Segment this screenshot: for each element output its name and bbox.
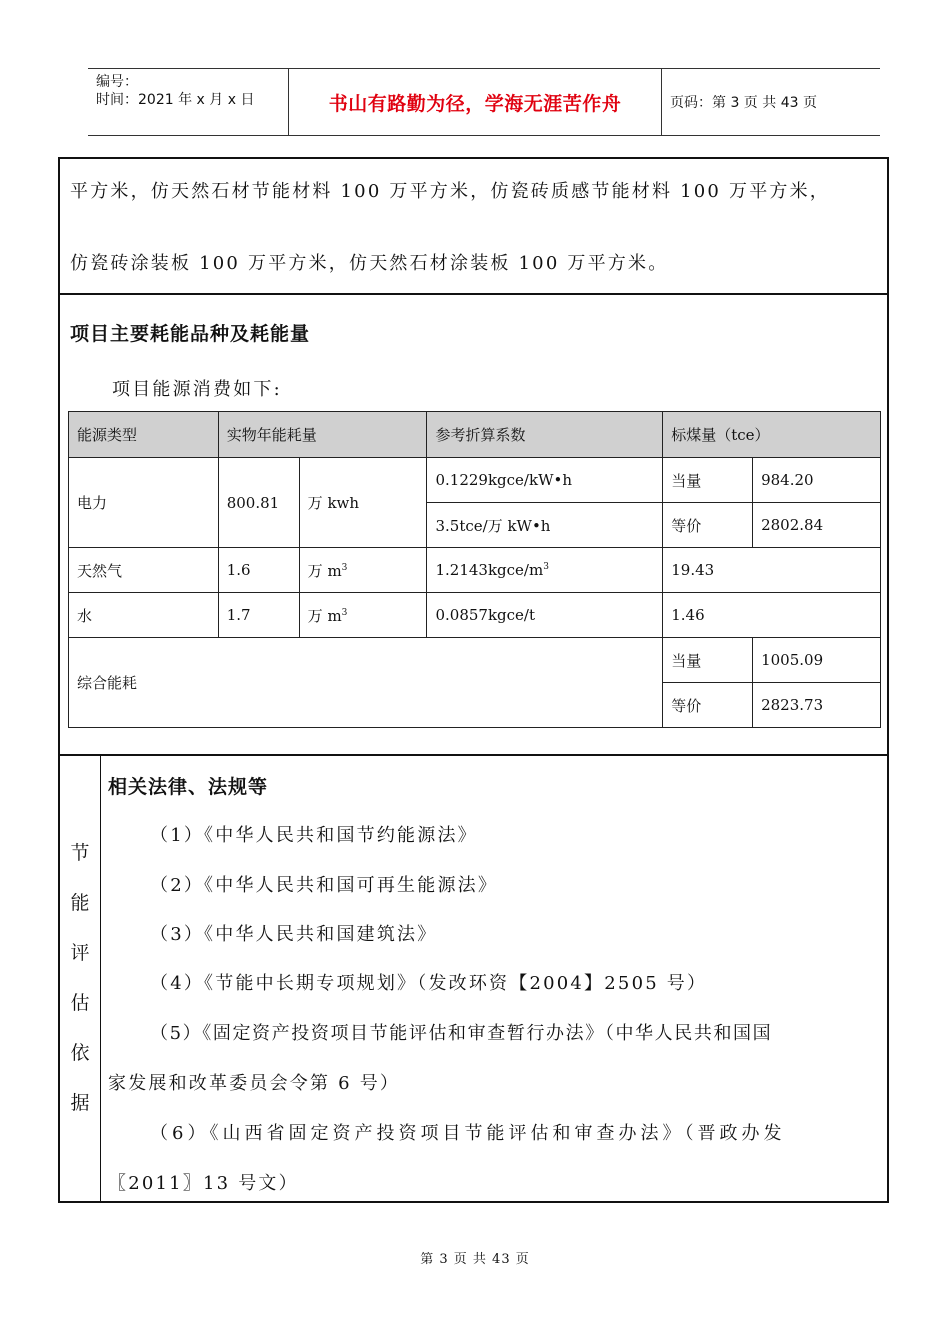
total-label-2: 等价: [663, 683, 753, 728]
water-amount: 1.7: [218, 593, 299, 638]
electricity-label-2: 等价: [663, 503, 753, 548]
side-label-char: 能: [70, 891, 90, 914]
header-meta: [88, 69, 289, 135]
table-header-row: [69, 412, 881, 458]
table-row: [69, 593, 881, 638]
electricity-type: 电力: [69, 458, 219, 548]
basis-side-label: [60, 754, 100, 1201]
total-type: 综合能耗: [69, 638, 663, 728]
electricity-value-2: 2802.84: [753, 503, 881, 548]
water-coef: 0.0857kgce/t: [427, 593, 663, 638]
gas-unit: [299, 548, 427, 593]
page-header: [88, 68, 880, 136]
header-energy-type: 能源类型: [69, 412, 219, 458]
basis-item: （2）《中华人民共和国可再生能源法》: [150, 875, 499, 896]
gas-type: 天然气: [69, 548, 219, 593]
scope-line-1: 平方米，仿天然石材节能材料 100 万平方米，仿瓷砖质感节能材料 100 万平方米，: [70, 181, 830, 202]
header-motto: 书山有路勤为径，学海无涯苦作舟: [289, 69, 662, 135]
electricity-value-1: 984.20: [753, 458, 881, 503]
header-conversion-coef: 参考折算系数: [427, 412, 663, 458]
water-unit-sup: 3: [341, 607, 348, 618]
energy-intro: 项目能源消费如下:: [112, 379, 282, 400]
total-label-1: 当量: [663, 638, 753, 683]
gas-unit-text: 万 m: [307, 561, 342, 580]
table-row: [69, 548, 881, 593]
basis-item: （1）《中华人民共和国节约能源法》: [150, 825, 478, 846]
gas-value: 19.43: [663, 548, 881, 593]
side-label-char: 依: [70, 1041, 90, 1064]
total-value-1: 1005.09: [753, 638, 881, 683]
basis-item-continued: 〖2011〗13 号文）: [108, 1173, 299, 1194]
water-type: 水: [69, 593, 219, 638]
section-divider: [60, 293, 887, 295]
scope-line-2: 仿瓷砖涂装板 100 万平方米，仿天然石材涂装板 100 万平方米。: [70, 253, 669, 274]
side-label-char: 估: [70, 991, 90, 1014]
header-number: 编号：: [96, 74, 138, 90]
electricity-amount: 800.81: [218, 458, 299, 548]
water-unit: [299, 593, 427, 638]
basis-heading: 相关法律、法规等: [108, 776, 269, 798]
energy-table: [68, 411, 881, 728]
side-label-char: 据: [70, 1091, 90, 1114]
basis-item-continued: 家发展和改革委员会令第 6 号）: [108, 1073, 401, 1094]
electricity-coef-1: 0.1229kgce/kW•h: [427, 458, 663, 503]
gas-coef-sup: 3: [543, 562, 549, 572]
header-time: 时间：2021 年 x 月 x 日: [96, 92, 255, 108]
electricity-coef-2: 3.5tce/万 kW•h: [427, 503, 663, 548]
header-annual-consumption: 实物年能耗量: [218, 412, 427, 458]
basis-item: （6）《山西省固定资产投资项目节能评估和审查办法》（晋政办发: [150, 1123, 786, 1144]
basis-item: （3）《中华人民共和国建筑法》: [150, 924, 438, 945]
table-row: [69, 458, 881, 503]
gas-amount: 1.6: [218, 548, 299, 593]
section-divider: [60, 754, 887, 756]
header-page-info: 页码：第 3 页 共 43 页: [670, 95, 817, 111]
document-frame: [58, 157, 889, 1203]
total-value-2: 2823.73: [753, 683, 881, 728]
electricity-label-1: 当量: [663, 458, 753, 503]
side-label-char: 节: [70, 841, 90, 864]
electricity-unit: 万 kwh: [299, 458, 427, 548]
water-value: 1.46: [663, 593, 881, 638]
basis-item: （5）《固定资产投资项目节能评估和审查暂行办法》（中华人民共和国国: [150, 1023, 773, 1044]
energy-heading: 项目主要耗能品种及耗能量: [70, 323, 311, 345]
water-unit-text: 万 m: [307, 606, 342, 625]
page-footer: 第 3 页 共 43 页: [420, 1252, 530, 1267]
side-column-divider: [100, 754, 101, 1201]
gas-unit-sup: 3: [341, 562, 348, 573]
basis-item: （4）《节能中长期专项规划》（发改环资【2004】2505 号）: [150, 973, 708, 994]
table-row: [69, 638, 881, 683]
gas-coef-text: 1.2143kgce/m: [435, 561, 544, 579]
header-standard-coal: 标煤量（tce）: [663, 412, 881, 458]
gas-coef: [427, 548, 663, 593]
side-label-char: 评: [70, 941, 90, 964]
